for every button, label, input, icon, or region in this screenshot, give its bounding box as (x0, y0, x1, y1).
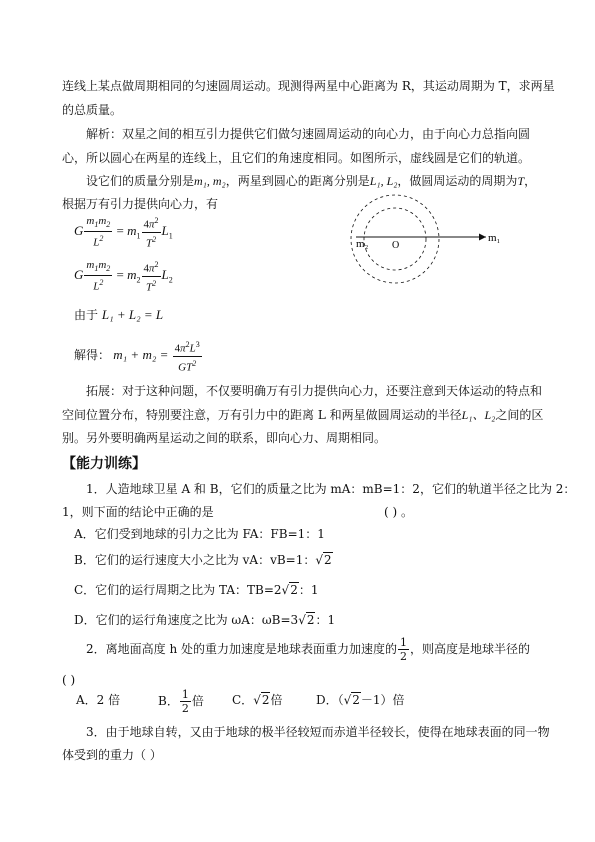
sqrt-icon: √ (315, 553, 324, 567)
q2-option-c-post: 倍 (270, 693, 283, 707)
equation-2: G $\frac{m_1m_2}{L^2}$ = $m_2$ $\frac{4\pi^2}{T^2}$ $L_2$ (74, 258, 173, 294)
extension-line-2 (62, 407, 543, 423)
equation-1: G $\frac{m_1m_2}{L^2}$ = $m_1$ $\frac{4\pi^2}{T^2}$ $L_1$ (74, 214, 173, 250)
sum-eq: L₁ + L₂ = L (101, 307, 164, 322)
intro-line-2: 的总质量。 (62, 103, 123, 117)
label-m1: m₁ (488, 232, 501, 244)
q3-line-1: 3．由于地球自转，又由于地球的极半径较短而赤道半径较长，使得在地球表面的同一物 (86, 725, 550, 739)
q2-option-c (232, 692, 283, 708)
q1-option-c-post: ：1 (298, 583, 319, 597)
q2-option-d-rad: 2 (352, 693, 360, 707)
q1-line-2: 1，则下面的结论中正确的是 (62, 505, 214, 519)
analysis-line-3d: ， (524, 174, 537, 188)
q1-option-b (74, 552, 333, 568)
distance-symbols: L₁, L₂ (369, 174, 398, 188)
q2-line-1: 2．离地面高度 h 处的重力加速度是地球表面重力加速度的 $\frac{1}{2}$ ，则高度是地球半径的 (86, 636, 531, 663)
q1-option-d-rad: 2 (306, 613, 315, 627)
inner-orbit (364, 208, 426, 270)
q1-option-d (74, 612, 335, 628)
q2-option-d (316, 692, 405, 708)
analysis-line-2: 心，所以圆心在两星的连线上，且它们的角速度相同。如图所示，虚线圆是它们的轨道。 (62, 151, 531, 165)
intro-line-1: 连线上某点做周期相同的匀速圆周运动。现测得两星中心距离为 R，其运动周期为 T，求两星 (62, 79, 555, 93)
sum-equation (74, 307, 163, 323)
analysis-line-3b: ，两星到圆心的距离分别是 (225, 174, 370, 188)
extension-line-1: 拓展：对于这种问题，不仅要明确万有引力提供向心力，还要注意到天体运动的特点和 (86, 384, 543, 398)
q1-option-a: A．它们受到地球的引力之比为 FA：FB=1：1 (74, 527, 325, 541)
q2-answer-paren: ( ) (62, 673, 76, 687)
q2-option-d-post: －1）倍 (360, 693, 405, 707)
sqrt-icon: √ (253, 693, 261, 707)
sqrt-icon: √ (298, 613, 306, 627)
label-m2: m₂ (356, 238, 369, 250)
sqrt-icon: √ (281, 583, 290, 597)
q1-option-c-text: C．它们的运行周期之比为 TA：TB=2 (74, 583, 282, 597)
q1-option-c (74, 582, 318, 598)
q2-option-c-rad: 2 (261, 693, 270, 707)
sqrt-icon: √ (343, 693, 352, 707)
arrow-head (479, 234, 486, 241)
solve-lhs: m₁ + m₂ = (113, 347, 169, 363)
sum-prefix: 由于 (74, 308, 99, 322)
label-center: O (392, 240, 400, 251)
solution-equation: 解得： m₁ + m₂ = $\frac{4\pi^2L^3}{GT^2}$ (74, 340, 200, 374)
period-symbol: T (517, 174, 525, 188)
mass-symbols: m₁, m₂ (194, 174, 226, 188)
q2-line-1-text: 2．离地面高度 h 处的重力加速度是地球表面重力加速度的 (86, 642, 397, 656)
q1-option-b-rad: 2 (324, 553, 332, 567)
analysis-line-3c: ，做圆周运动的周期为 (397, 174, 518, 188)
q2-option-b-post: 倍 (191, 694, 204, 708)
q1-option-b-text: B．它们的运行速度大小之比为 vA：vB=1： (74, 553, 316, 567)
extension-line-2a: 空间位置分布，特别要注意，万有引力中的距离 L 和两星做圆周运动的半径 (62, 408, 462, 422)
section-title: 【能力训练】 (62, 456, 146, 472)
analysis-line-3a: 设它们的质量分别是 (86, 174, 195, 188)
solve-prefix: 解得： (74, 348, 111, 363)
q1-option-d-post: ：1 (315, 613, 336, 627)
analysis-line-1: 解析：双星之间的相互引力提供它们做匀速圆周运动的向心力，由于向心力总指向圆 (86, 127, 531, 141)
q2-option-d-pre: D．（ (316, 693, 344, 707)
q2-option-c-label: C． (232, 693, 254, 707)
q1-option-d-text: D．它们的运行角速度之比为 ωA：ωB=3 (74, 613, 299, 627)
q1-option-c-rad: 2 (290, 583, 298, 597)
q2-option-b: B． $\frac{1}{2}$ 倍 (158, 688, 204, 715)
extension-symbols: L₁、L₂ (461, 408, 496, 422)
extension-line-3: 别。另外要明确两星运动之间的联系，即向心力、周期相同。 (62, 431, 387, 445)
q1-line-1: 1．人造地球卫星 A 和 B，它们的质量之比为 mA：mB=1：2，它们的轨道半径之比为 2： (86, 482, 576, 496)
q2-line-1-tail: ，则高度是地球半径的 (410, 642, 531, 656)
q3-line-2: 体受到的重力（ ） (62, 748, 162, 762)
analysis-line-4: 根据万有引力提供向心力，有 (62, 197, 219, 211)
q2-option-a: A．2 倍 (76, 693, 121, 707)
q1-answer-paren: ( ) 。 (384, 505, 413, 519)
binary-star-diagram (346, 192, 501, 287)
q2-option-b-label: B． (158, 694, 179, 708)
analysis-line-3 (86, 173, 536, 189)
extension-line-2c: 之间的区 (495, 408, 544, 422)
